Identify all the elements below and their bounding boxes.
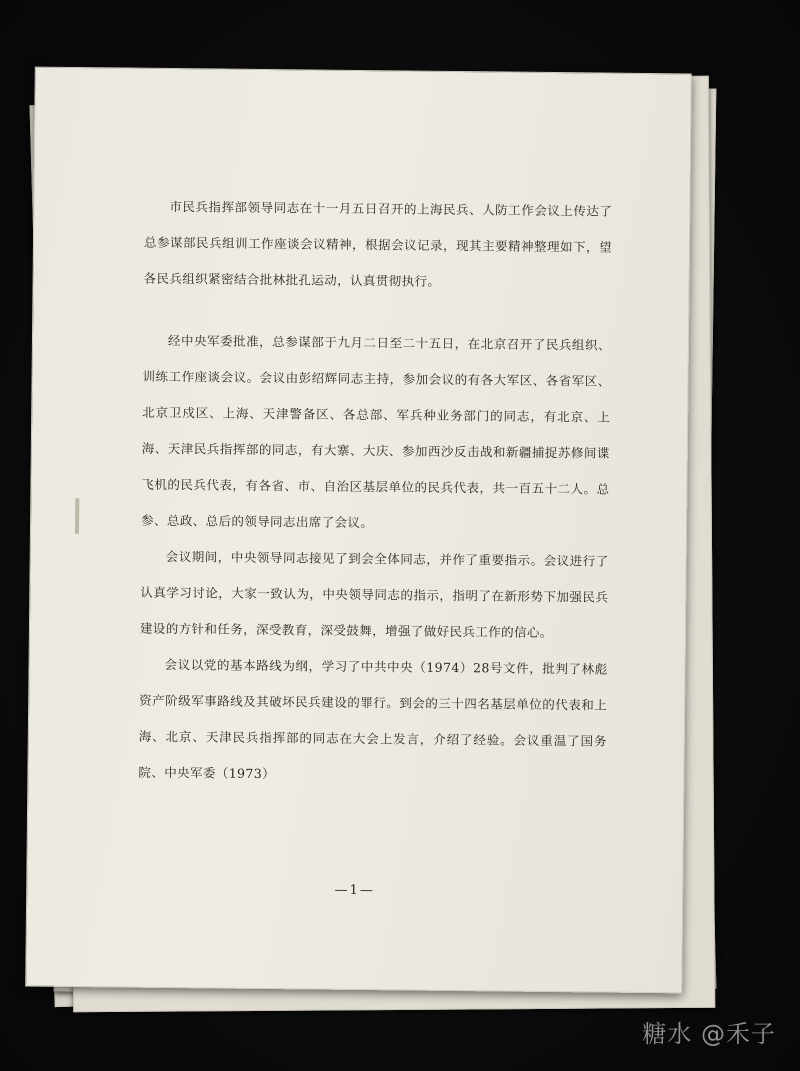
document-body [138,189,612,796]
paragraph-instructions: 会议期间，中央领导同志接见了到会全体同志，并作了重要指示。会议进行了认真学习讨论，大家一致认为，中央领导同志的指示，指明了在新形势下加强民兵建设的方针和任务，深受教育，深受鼓舞，增强了做好民兵工作的信心。 [139,548,609,641]
document-page [25,67,692,994]
paper-stain [75,498,79,534]
paragraph-study: 会议以党的基本路线为纲，学习了中共中央（1974）28号文件，批判了林彪资产阶级军事路线及其破坏民兵建设的罪行。到会的三十四名基层单位的代表和上海、北京、天津民兵指挥部的同志在大会上发言，介绍了经验。会议重温了国务院、中央军委（1973） [138,656,608,782]
paragraph-meeting: 经中央军委批准，总参谋部于九月二日至二十五日，在北京召开了民兵组织、训练工作座谈会议。会议由彭绍辉同志主持，参加会议的有各大军区、各省军区、北京卫戍区、上海、天津警备区、各总部、军兵种业务部门的同志，有北京、上海、天津民兵指挥部的同志，有大寨、大庆、参加西沙反击战和新疆捕捉苏修间谍飞机的民兵代表，有各省、市、自治区基层单位的民兵代表，共一百五十二人。总参、总政、总后的领导同志出席了会议。 [141,332,612,531]
paragraph-intro: 市民兵指挥部领导同志在十一月五日召开的上海民兵、人防工作会议上传达了总参谋部民兵组训工作座谈会议精神，根据会议记录，现其主要精神整理如下，望各民兵组织紧密结合批林批孔运动，认真贯彻执行。 [143,199,613,289]
watermark-text: 糖水 @禾子 [642,1020,776,1048]
page-number: —1— [334,882,375,899]
